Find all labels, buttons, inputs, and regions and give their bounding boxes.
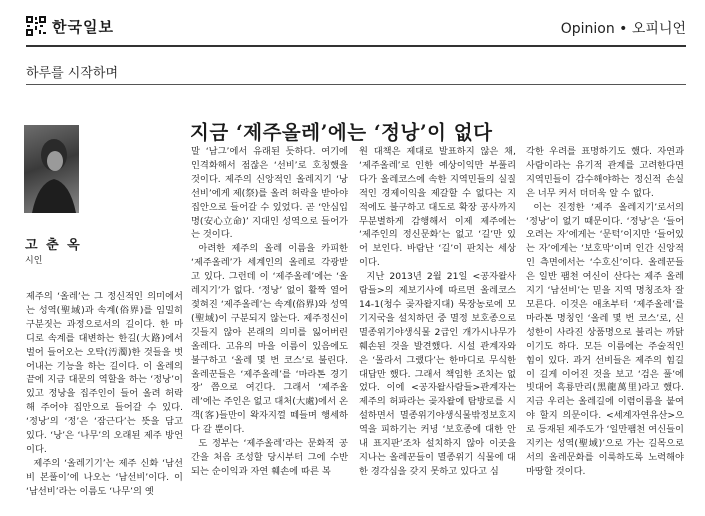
- paragraph: 제주의 ‘올레기기’는 제주 신화 ‘남선비 본풀이’에 나오는 ‘남선비’이다. 이 ‘남선비’라는 이름도 ‘나무’의 옛: [26, 457, 183, 497]
- paragraph: 원 대책은 제대로 발표하지 않은 채, ‘제주올레’로 인한 예상이익만 부풀리다가 올레코스에 속한 지역민들의 실질적인 경제이익을 제갈할 수 없다는 지적에도 불구하고 대도로 확장 공사까지 무분별하게 감행해서 이제 제주에는 ‘제주인의 정신문화’는 없고 ‘길’만 있어 보인다. 바람난 ‘길’이 판치는 세상이다.: [359, 146, 516, 269]
- article-column-1: [26, 290, 183, 512]
- paragraph: 도 정부는 ‘제주올레’라는 문화적 공간을 처음 조성할 당시부터 그에 수반되는 순이익과 자연 훼손에 따른 복: [191, 438, 348, 477]
- author-name: 고 춘 옥: [25, 238, 82, 253]
- article-column-4: [526, 145, 684, 512]
- author-portrait-image: [24, 125, 79, 213]
- author-role: 시인: [25, 256, 43, 266]
- section-label: Opinion • 오피니언: [560, 21, 686, 37]
- newspaper-logo: 한국일보: [52, 18, 114, 36]
- column-series-title: 하루를 시작하며: [26, 66, 119, 81]
- series-rule: [26, 84, 686, 85]
- article-column-2: [191, 145, 348, 512]
- masthead: [26, 14, 686, 44]
- article-column-3: [359, 145, 516, 512]
- masthead-rule: [26, 45, 686, 47]
- author-photo: [24, 125, 79, 213]
- paragraph: 제주의 ‘올레’는 그 정신적인 의미에서는 성역(聖域)과 속계(俗界)를 임밀히 구분짓는 과정으로서의 길이다. 한 마디로 속계를 대변하는 한길(大路)에서 벌어 들어오는 오탁(汚濁)한 것들을 벗어내는 기능을 하는 길이다. 이 올레의 끝에 지금 대문의 역할을 하는 ‘정낭’이 있고 정낭을 집주인이 들어 올려 허락해 주어야 집안으로 들어갈 수 있다. ‘정낭’의 ‘정’은 ‘잠근다’는 뜻을 담고 있다. ‘낭’은 ‘나무’의 오래된 제주 방언이다.: [26, 291, 183, 455]
- article-headline: 지금 ‘제주올레’에는 ‘정낭’이 없다: [190, 121, 493, 144]
- paragraph: 지난 2013년 2월 21일 <공자왈사람들>의 제보기사에 따르면 올레코스 14-1(청수 곶자왈지대) 묵장농로에 모 기지국을 설치하던 중 멸정 보호종으로 멸종위기야생식물 2급인 개가시나무가 훼손된 것을 발견했다. 시설 관계자와은 ‘몰라서 그랬다’는 한마디로 무식한 대답만 했다. 그래서 책임한 조치는 없었다. 이에 <공자왈사람들>관계자는 제주의 허파라는 곶자왈에 탐방로를 시설하면서 멸종위기야생식물밖정보호지역을 피하기는 커녕 ‘보호종에 대한 안내 표지판’조차 설치하지 않아 이곳을 지나는 올레꾼들이 멸종위기 식물에 대한 경각심을 갖지 못하고 있다고 심: [359, 271, 516, 477]
- paragraph: 각한 우려를 표명하기도 했다. 자연과 사람이라는 유기적 관계를 고려한다면 지역민들이 감수해야하는 정신적 손실은 너무 커서 더더욱 알 수 없다.: [526, 146, 684, 199]
- paragraph: 말 ‘남그’에서 유래된 듯하다. 여기에 인격화해서 점잖은 ‘선비’로 호칭했을 것이다. 제주의 신앙적인 올레지기 ‘낭선비’에게 제(祭)를 올려 허락을 받아야 집안으로 들어갈 수 있었다. 곧 ‘안심입명(安心立命)’ 지대인 성역으로 들어가는 것이다.: [191, 146, 348, 241]
- paragraph: 이는 진정한 ‘제주 올레지기’로서의 ‘정낭’이 없기 때문이다. ‘정낭’은 ‘들어오려는 자’에게는 ‘문턱’이지만 ‘들어있는 자’에게는 ‘보호막’이며 인간 신앙적인 측면에서는 ‘수호신’이다. 올레꾼들은 일반 팸천 여신이 산다는 제주 올레지기 ‘남선비’는 믿을 지역 명칭조차 잘 모른다. 이것은 애초부터 ‘제주올레’를 마라톤 명칭인 ‘올레 몇 번 코스’로, 신성한이 사라진 상품명으로 불리는 까닭이기도 하다. 모든 이름에는 주술적인 힘이 있다. 과거 선비들은 제주의 힘길이 길게 이어진 것을 보고 ‘검은 풀’에 빗대어 흑룡만리(黑龍萬里)라고 했다. 지금 우리는 올레길에 이렴이름을 붙여야 할지 의문이다. <세계자연유산>으로 등재된 제주도가 ‘일만팸천 여신들이 지키는 성역(聖域)’으로 가는 길목으로서의 올레문화를 이룩하도록 노력해야 마땅할 것이다.: [526, 201, 684, 477]
- qr-code-icon: [26, 16, 46, 36]
- paragraph: 아려한 제주의 올레 이름을 카피한 ‘제주올레’가 세계인의 올레로 각광받고 있다. 그런데 이 ‘제주올레’에는 ‘올레지기’가 없다. ‘정낭’ 없이 활짝 열어 젖혀진 ‘제주올레’는 속계(俗界)와 성역(聖域)이 구분되지 않는다. 제주정신이 깃들지 않아 본래의 의미를 잃어버린 올레다. 고유의 마을 이름이 있음에도 불구하고 ‘올레 몇 번 코스’로 불린다. 올레꾼들은 ‘제주올레’를 ‘마라톤 경기장’ 쯤으로 여긴다. 그래서 ‘제주올레’에는 주인은 없고 대처(大處)에서 온 객(客)들만이 왁자지껄 떼들며 행세하다 갈 뿐이다.: [191, 243, 348, 436]
